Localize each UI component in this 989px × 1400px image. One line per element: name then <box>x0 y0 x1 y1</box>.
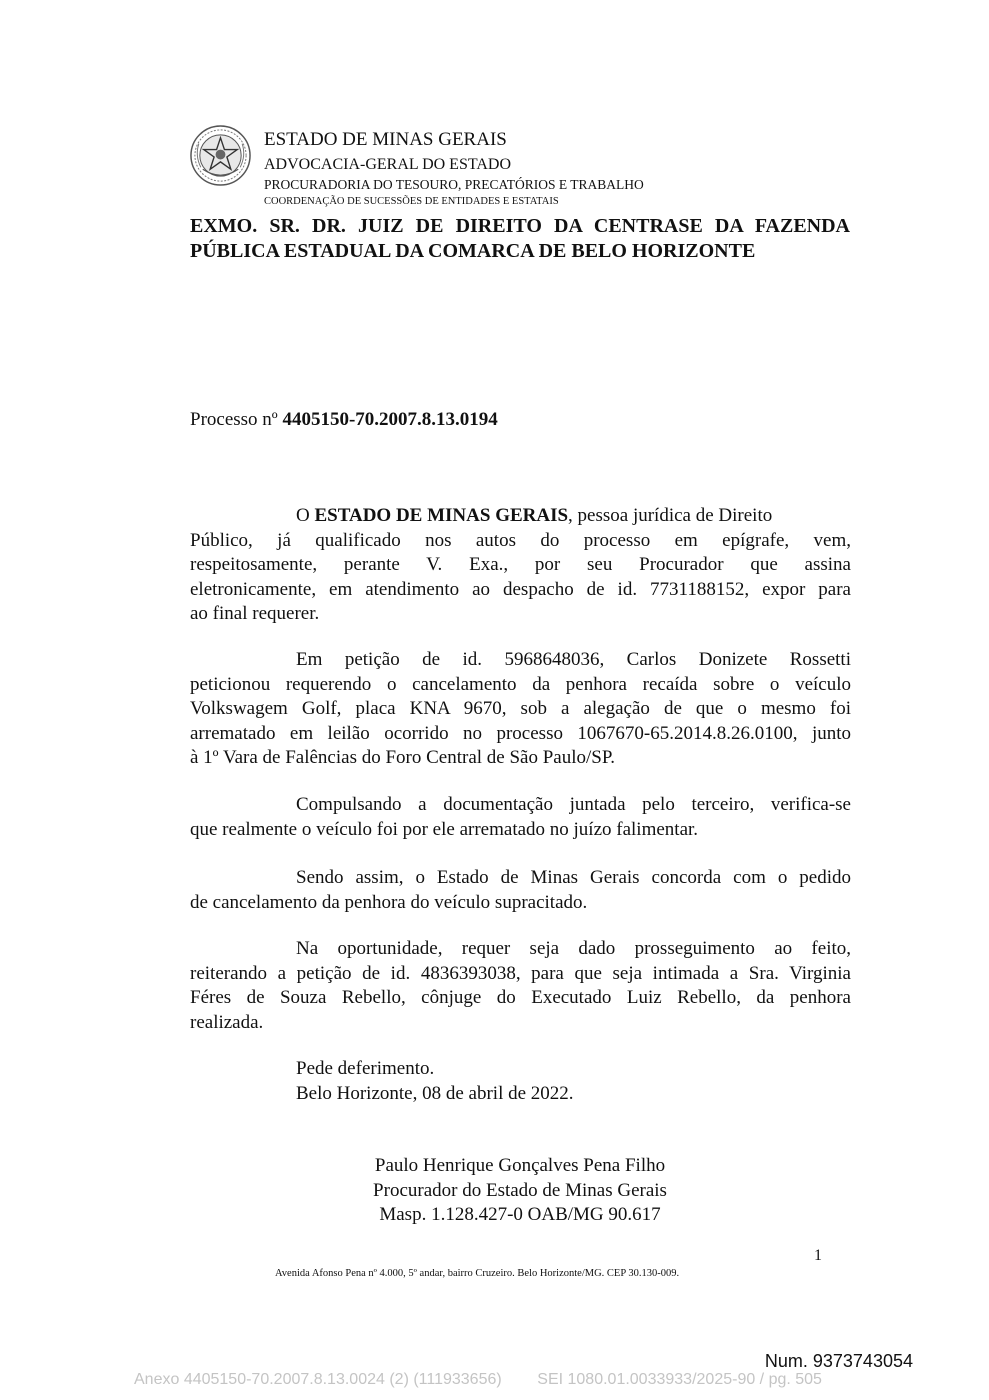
process-number-line <box>190 407 498 432</box>
paragraph-line: reiterando a petição de id. 4836393038, para que seja intimada a Sra. Virginia <box>190 962 851 984</box>
paragraph-line: Volkswagem Golf, placa KNA 9670, sob a alegação de que o mesmo foi <box>190 698 851 719</box>
state-coat-of-arms-icon <box>189 124 252 187</box>
addressee-line-1: EXMO. SR. DR. JUIZ DE DIREITO DA CENTRASE DA FAZENDA <box>190 215 850 237</box>
process-number: 4405150-70.2007.8.13.0194 <box>282 409 498 430</box>
annex-stamp: Anexo 4405150-70.2007.8.13.0024 (2) (111933656) SEI 1080.01.0033933/2025-90 / pg. 505 <box>134 1371 822 1388</box>
paragraph-verification <box>190 793 851 842</box>
signature-block <box>300 1154 740 1228</box>
paragraph-line: à 1º Vara de Falências do Foro Central de São Paulo/SP. <box>190 747 616 768</box>
paragraph-line: Em petição de id. 5968648036, Carlos Donizete Rossetti <box>296 649 851 670</box>
paragraph-line: de cancelamento da penhora do veículo supracitado. <box>190 891 588 913</box>
header-department: PROCURADORIA DO TESOURO, PRECATÓRIOS E TRABALHO <box>264 177 644 192</box>
header-coordination: COORDENAÇÃO DE SUCESSÕES DE ENTIDADES E ESTATAIS <box>264 196 559 207</box>
paragraph-request <box>190 937 851 1035</box>
signer-title: Procurador do Estado de Minas Gerais <box>373 1179 667 1201</box>
closing-request: Pede deferimento. <box>296 1058 435 1079</box>
paragraph-line <box>190 504 851 529</box>
paragraph-line: Público, já qualificado nos autos do processo em epígrafe, vem, <box>190 529 851 551</box>
paragraph-petition <box>190 648 851 771</box>
paragraph-line: Na oportunidade, requer seja dado prosseguimento ao feito, <box>296 938 851 959</box>
paragraph-line: Sendo assim, o Estado de Minas Gerais concorda com o pedido <box>296 867 851 888</box>
text-run: , pessoa jurídica de Direito <box>568 505 773 526</box>
paragraph-line: Compulsando a documentação juntada pelo terceiro, verifica-se <box>296 794 851 815</box>
signer-registration: Masp. 1.128.427-0 OAB/MG 90.617 <box>379 1204 661 1225</box>
paragraph-line: eletronicamente, em atendimento ao despacho de id. 7731188152, expor para <box>190 578 851 600</box>
addressee-block <box>190 214 850 264</box>
document-number-stamp: Num. 9373743054 <box>764 1351 913 1371</box>
addressee-line-2: PÚBLICA ESTADUAL DA COMARCA DE BELO HORIZONTE <box>190 240 756 262</box>
paragraph-line: que realmente o veículo foi por ele arrematado no juízo falimentar. <box>190 818 699 840</box>
paragraph-line: peticionou requerendo o cancelamento da penhora recaída sobre o veículo <box>190 673 851 695</box>
paragraph-line: Féres de Souza Rebello, cônjuge do Executado Luiz Rebello, da penhora <box>190 987 851 1008</box>
paragraph-line: arrematado em leilão ocorrido no processo 1067670-65.2014.8.26.0100, junto <box>190 722 851 744</box>
signer-name: Paulo Henrique Gonçalves Pena Filho <box>374 1155 666 1176</box>
process-label: Processo nº <box>190 409 283 430</box>
page-number: 1 <box>814 1247 822 1264</box>
header-agency: ADVOCACIA-GERAL DO ESTADO <box>264 156 511 173</box>
paragraph-line: realizada. <box>190 1011 264 1033</box>
paragraph-agreement <box>190 866 851 915</box>
closing-place-date: Belo Horizonte, 08 de abril de 2022. <box>296 1082 574 1104</box>
header-state-name: ESTADO DE MINAS GERAIS <box>264 129 507 150</box>
closing-block <box>296 1057 574 1106</box>
paragraph-line: respeitosamente, perante V. Exa., por seu Procurador que assina <box>190 554 851 575</box>
text-run: O <box>296 505 315 526</box>
party-name: ESTADO DE MINAS GERAIS <box>314 505 569 526</box>
paragraph-line: ao final requerer. <box>190 603 320 624</box>
paragraph-introduction <box>190 504 851 627</box>
footer-address: Avenida Afonso Pena nº 4.000, 5º andar, bairro Cruzeiro. Belo Horizonte/MG. CEP 30.130-009. <box>275 1268 680 1279</box>
